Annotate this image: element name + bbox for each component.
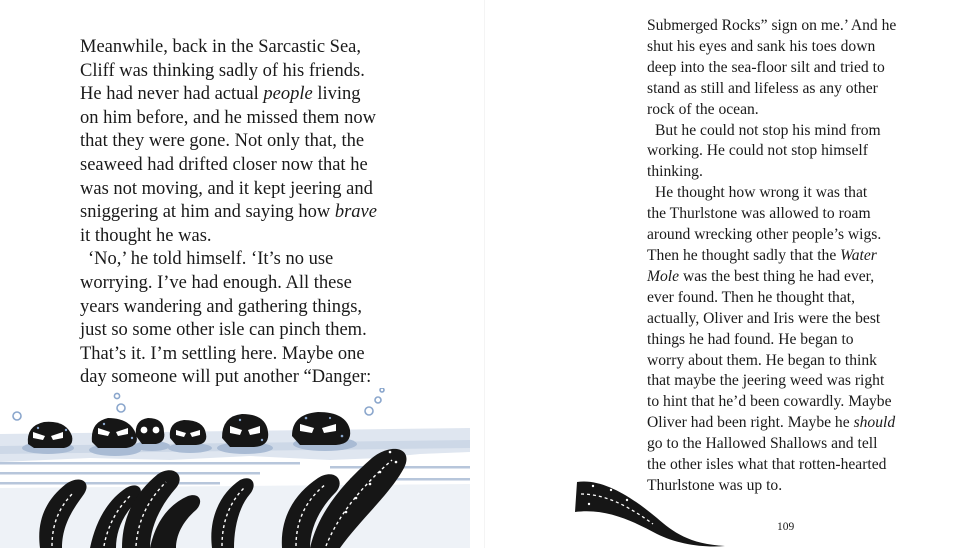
text-line xyxy=(80,130,377,154)
text-line xyxy=(647,100,896,121)
text-run: seaweed had drifted closer now that he xyxy=(80,154,368,175)
text-run: the other isles what that rotten-hearted xyxy=(647,456,887,474)
text-line xyxy=(80,296,377,320)
text-line xyxy=(647,392,896,413)
text-run: Thurlstone was up to. xyxy=(647,476,783,494)
text-run: actually, Oliver and Iris were the best xyxy=(647,309,881,327)
text-run: stand as still and lifeless as any other xyxy=(647,79,878,97)
text-run: Meanwhile, back in the Sarcastic Sea, xyxy=(80,37,361,57)
text-line xyxy=(647,225,896,246)
text-run: sniggering at him and saying how xyxy=(80,202,335,223)
text-line xyxy=(80,36,377,60)
text-run: living xyxy=(312,84,361,105)
text-line xyxy=(647,351,896,372)
text-line xyxy=(80,248,377,272)
text-run: ever found. Then he thought that, xyxy=(647,288,856,306)
left-page xyxy=(0,0,485,548)
italic-text: Mole xyxy=(647,267,680,285)
text-run: day someone will put another “Danger: xyxy=(80,367,372,388)
paragraph xyxy=(647,16,896,121)
text-line xyxy=(647,162,896,183)
text-line xyxy=(80,366,377,390)
text-line xyxy=(647,288,896,309)
text-run: Then he thought sadly that the xyxy=(647,246,841,264)
text-run: it thought he was. xyxy=(80,225,212,246)
text-run: worrying. I’ve had enough. All these xyxy=(80,272,352,293)
text-run: working. He could not stop himself xyxy=(647,142,868,160)
text-line xyxy=(80,60,377,84)
text-run: was the best thing he had ever, xyxy=(679,267,875,285)
text-run: around wrecking other people’s wigs. xyxy=(647,226,882,244)
text-run: He thought how wrong it was that xyxy=(655,184,868,202)
text-line xyxy=(80,225,377,249)
text-line xyxy=(647,267,896,288)
text-line xyxy=(647,37,896,58)
text-run: But he could not stop his mind from xyxy=(655,121,881,139)
page-number: 109 xyxy=(777,521,795,533)
text-line xyxy=(647,309,896,330)
text-line xyxy=(80,178,377,202)
text-line xyxy=(647,434,896,455)
left-page-text xyxy=(80,36,377,390)
paragraph xyxy=(647,121,896,184)
seaweed-illustration xyxy=(0,388,485,548)
paragraph xyxy=(80,36,377,248)
text-run: That’s it. I’m settling here. Maybe one xyxy=(80,343,365,364)
italic-text: Water xyxy=(840,246,877,264)
text-run: years wandering and gathering things, xyxy=(80,296,363,317)
italic-text: people xyxy=(263,84,313,105)
text-line xyxy=(647,371,896,392)
text-run: Cliff was thinking sadly of his friends. xyxy=(80,60,365,81)
text-line xyxy=(647,79,896,100)
text-run: worry about them. He began to think xyxy=(647,351,877,369)
text-line xyxy=(647,246,896,267)
text-line xyxy=(80,343,377,367)
text-line xyxy=(647,58,896,79)
paragraph xyxy=(647,183,896,497)
text-run: go to the Hallowed Shallows and tell xyxy=(647,435,878,453)
text-line xyxy=(80,107,377,131)
text-line xyxy=(80,154,377,178)
text-run: was not moving, and it kept jeering and xyxy=(80,178,373,199)
text-run: deep into the sea-floor silt and tried to xyxy=(647,58,885,76)
text-line xyxy=(647,413,896,434)
text-run: the Thurlstone was allowed to roam xyxy=(647,205,871,223)
right-page xyxy=(485,0,975,548)
text-run: Oliver had been right. Maybe he xyxy=(647,414,854,432)
right-page-text xyxy=(647,16,896,497)
text-run: He had never had actual xyxy=(80,84,264,105)
text-line xyxy=(80,272,377,296)
text-run: to hint that he’d been cowardly. Maybe xyxy=(647,393,892,411)
text-line xyxy=(647,204,896,225)
italic-text: brave xyxy=(334,202,377,223)
text-run: that maybe the jeering weed was right xyxy=(647,372,885,390)
text-line xyxy=(80,201,377,225)
text-line xyxy=(647,16,896,37)
text-run: Submerged Rocks” sign on me.’ And he xyxy=(647,17,897,34)
paragraph xyxy=(80,248,377,390)
text-line xyxy=(647,183,896,204)
text-run: thinking. xyxy=(647,163,703,181)
text-run: on him before, and he missed them now xyxy=(80,107,376,128)
text-run: just so some other isle can pinch them. xyxy=(80,320,367,341)
text-line xyxy=(80,319,377,343)
italic-text: should xyxy=(853,414,896,432)
text-line xyxy=(80,83,377,107)
text-run: shut his eyes and sank his toes down xyxy=(647,37,876,55)
text-run: rock of the ocean. xyxy=(647,100,759,118)
text-run: that they were gone. Not only that, the xyxy=(80,131,365,152)
text-line xyxy=(647,455,896,476)
text-line xyxy=(647,141,896,162)
seaweed-frond-illustration xyxy=(573,478,733,548)
text-line xyxy=(647,330,896,351)
text-run: ‘No,’ he told himself. ‘It’s no use xyxy=(88,249,334,270)
text-run: things he had found. He began to xyxy=(647,330,854,348)
text-line xyxy=(647,121,896,142)
